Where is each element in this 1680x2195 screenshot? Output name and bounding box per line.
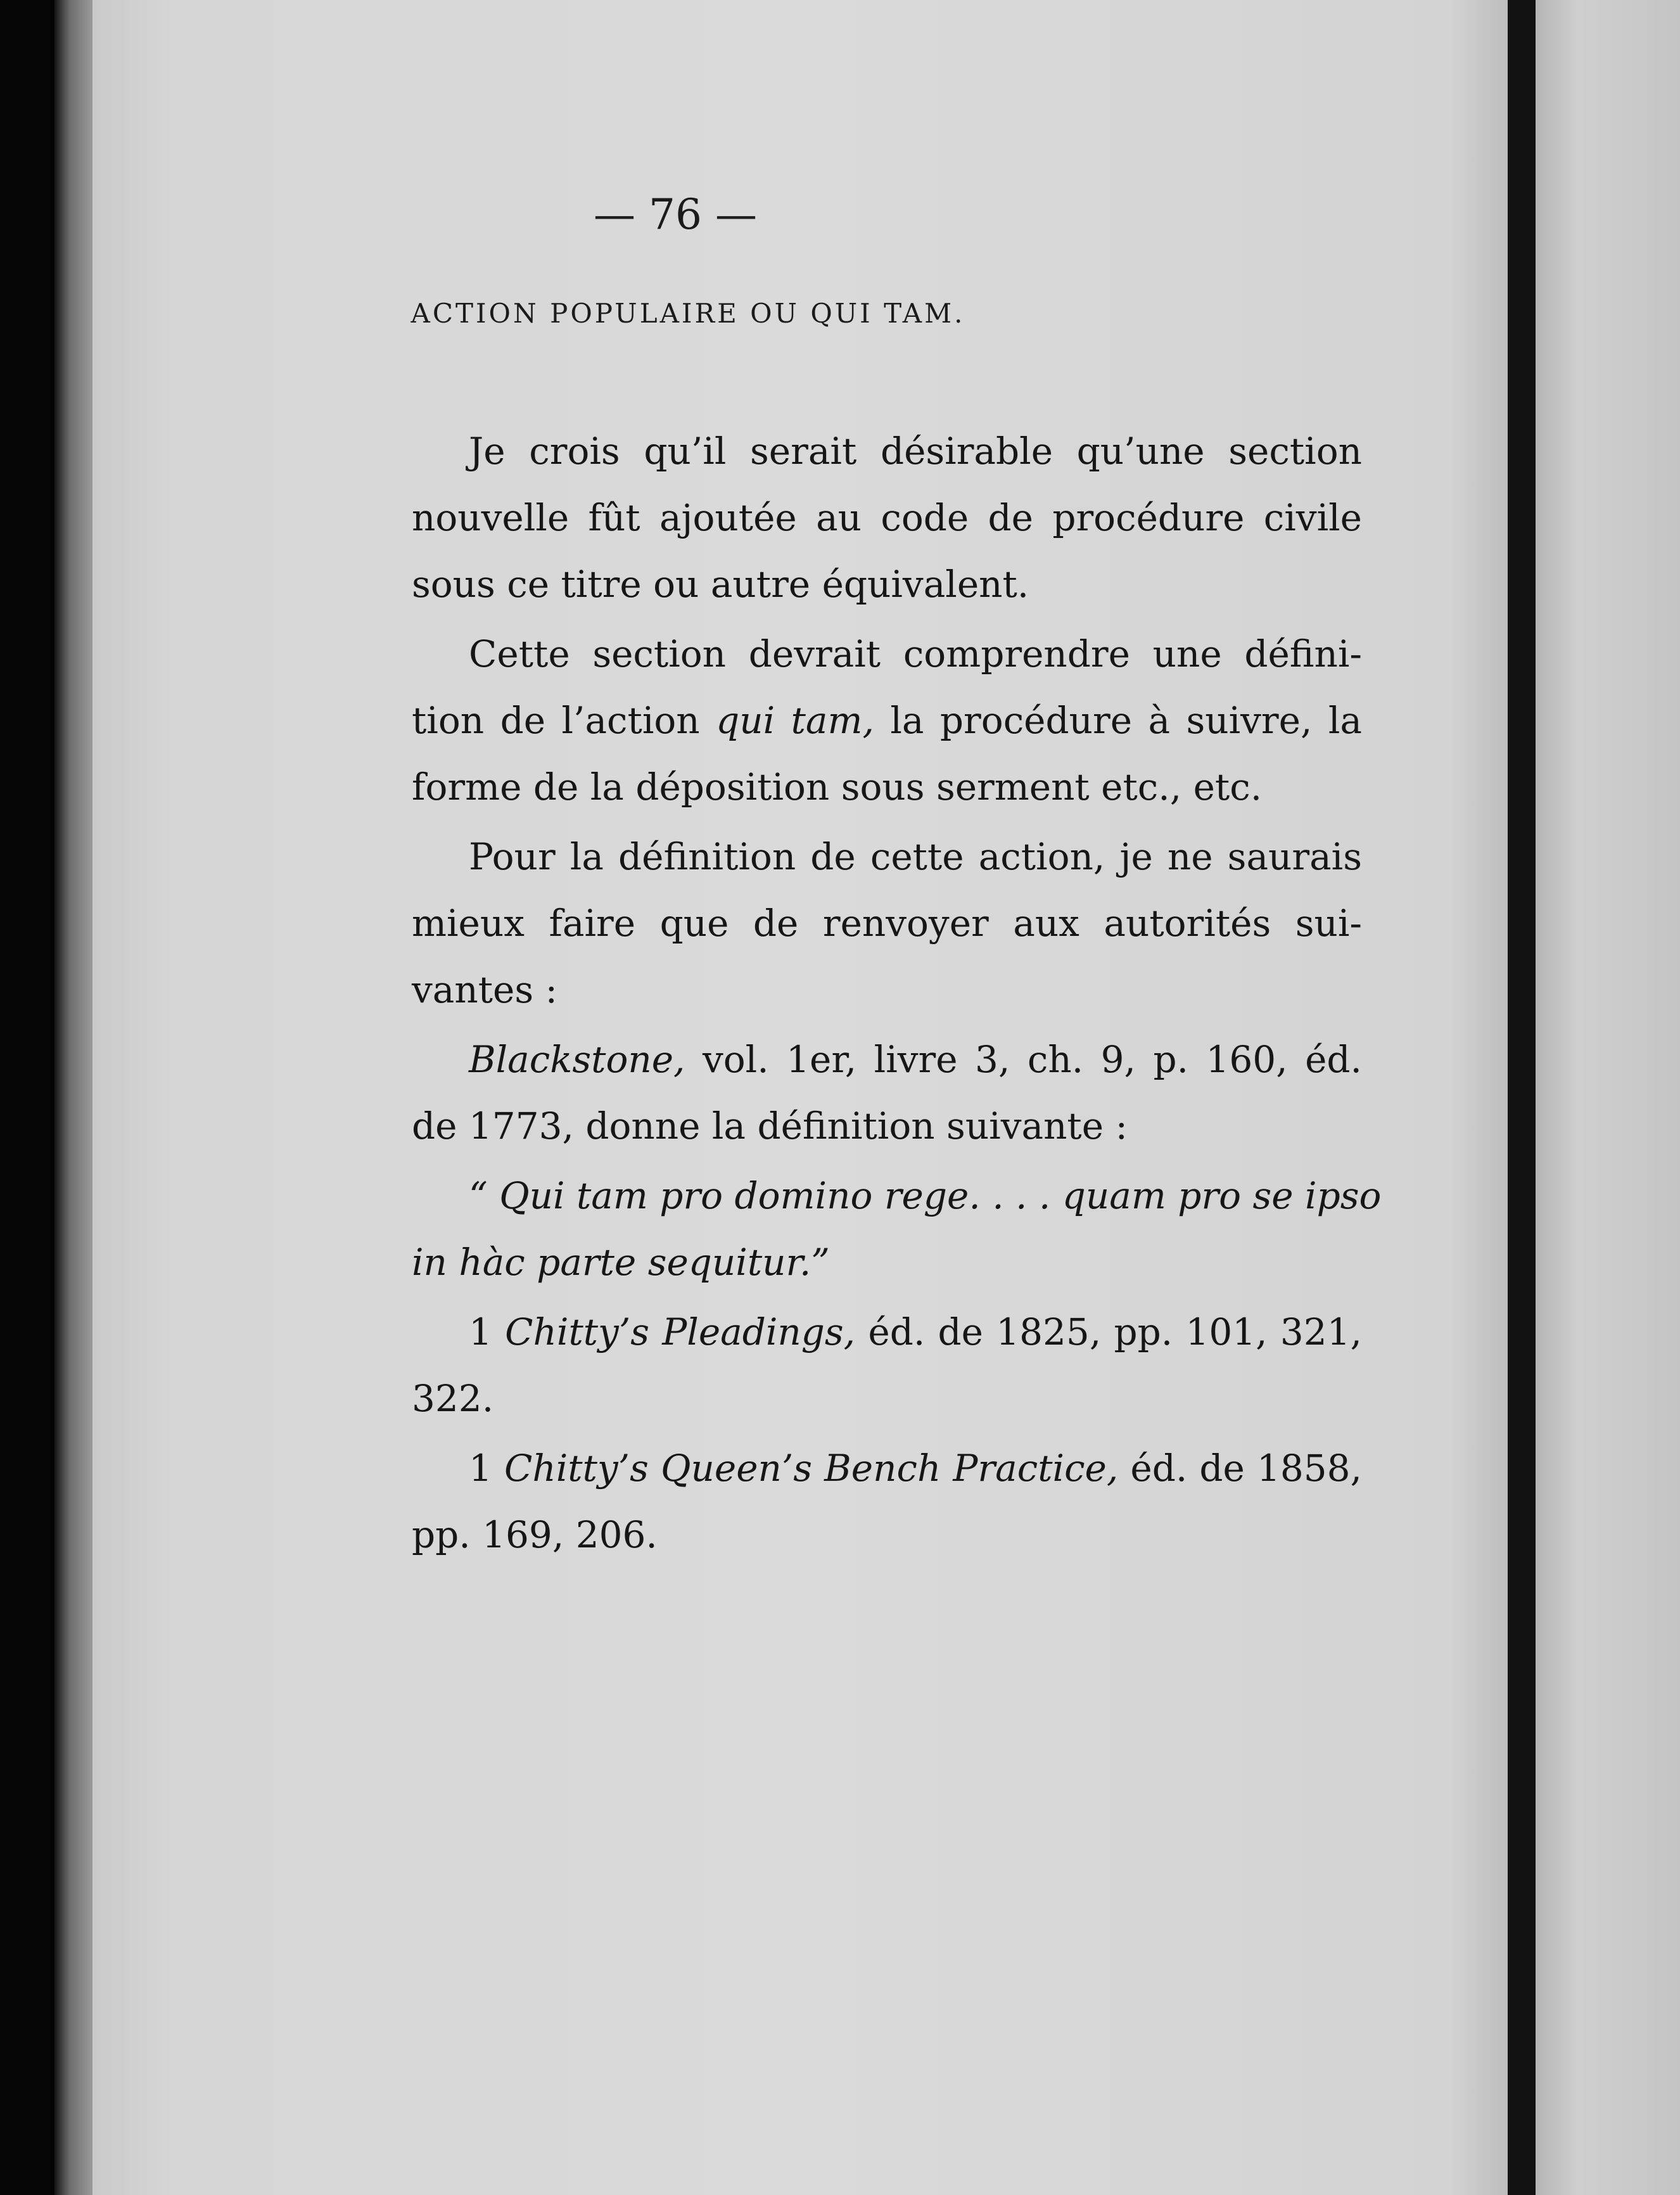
italic-term: Chitty’s Queen’s Bench Practice, <box>504 1447 1119 1490</box>
italic-term: qui tam, <box>716 699 874 742</box>
text-line <box>412 688 1362 754</box>
text-line: de 1773, donne la définition suivante : <box>412 1104 1128 1148</box>
text-line: Pour la définition de cette action, je ne saurais <box>469 835 1362 878</box>
text-run: éd. de 1858, <box>1118 1447 1362 1490</box>
text-run: éd. de 1825, pp. 101, 321, <box>855 1310 1362 1353</box>
text-line: Je crois qu’il serait désirable qu’une section <box>469 430 1362 473</box>
text-line: Cette section devrait comprendre une défini- <box>469 632 1362 675</box>
running-head: ACTION POPULAIRE OU QUI TAM. <box>410 298 965 329</box>
citation-line <box>412 1027 1362 1093</box>
page-number: — 76 — <box>594 190 757 239</box>
text-run: tion de l’action <box>412 699 716 742</box>
latin-quote-line: in hàc parte sequitur.” <box>412 1241 830 1284</box>
text-line: sous ce titre ou autre équivalent. <box>412 563 1029 606</box>
text-line: forme de la déposition sous serment etc., etc. <box>412 765 1263 809</box>
text-run: la procédure à suivre, la <box>874 699 1362 742</box>
citation-line <box>412 1299 1362 1366</box>
text-line: pp. 169, 206. <box>412 1513 658 1556</box>
text-line: nouvelle fût ajoutée au code de procédure civile <box>412 496 1362 539</box>
spine-stamp-mark <box>58 748 85 1191</box>
text-line: vantes : <box>412 968 558 1011</box>
adjacent-page <box>1536 0 1680 2195</box>
italic-term: Blackstone, <box>469 1038 685 1081</box>
text-run: vol. 1er, livre 3, ch. 9, p. 160, éd. <box>685 1038 1362 1081</box>
italic-term: Chitty’s Pleadings, <box>505 1310 856 1353</box>
text-line: mieux faire que de renvoyer aux autorités sui- <box>412 902 1362 945</box>
citation-line <box>412 1435 1362 1502</box>
latin-quote-line: “ Qui tam pro domino rege. . . . quam pro se ipso <box>469 1174 1382 1217</box>
text-run: 1 <box>469 1447 504 1490</box>
text-run: 1 <box>469 1310 506 1353</box>
text-line: 322. <box>412 1377 494 1420</box>
page-gutter <box>1508 0 1536 2195</box>
